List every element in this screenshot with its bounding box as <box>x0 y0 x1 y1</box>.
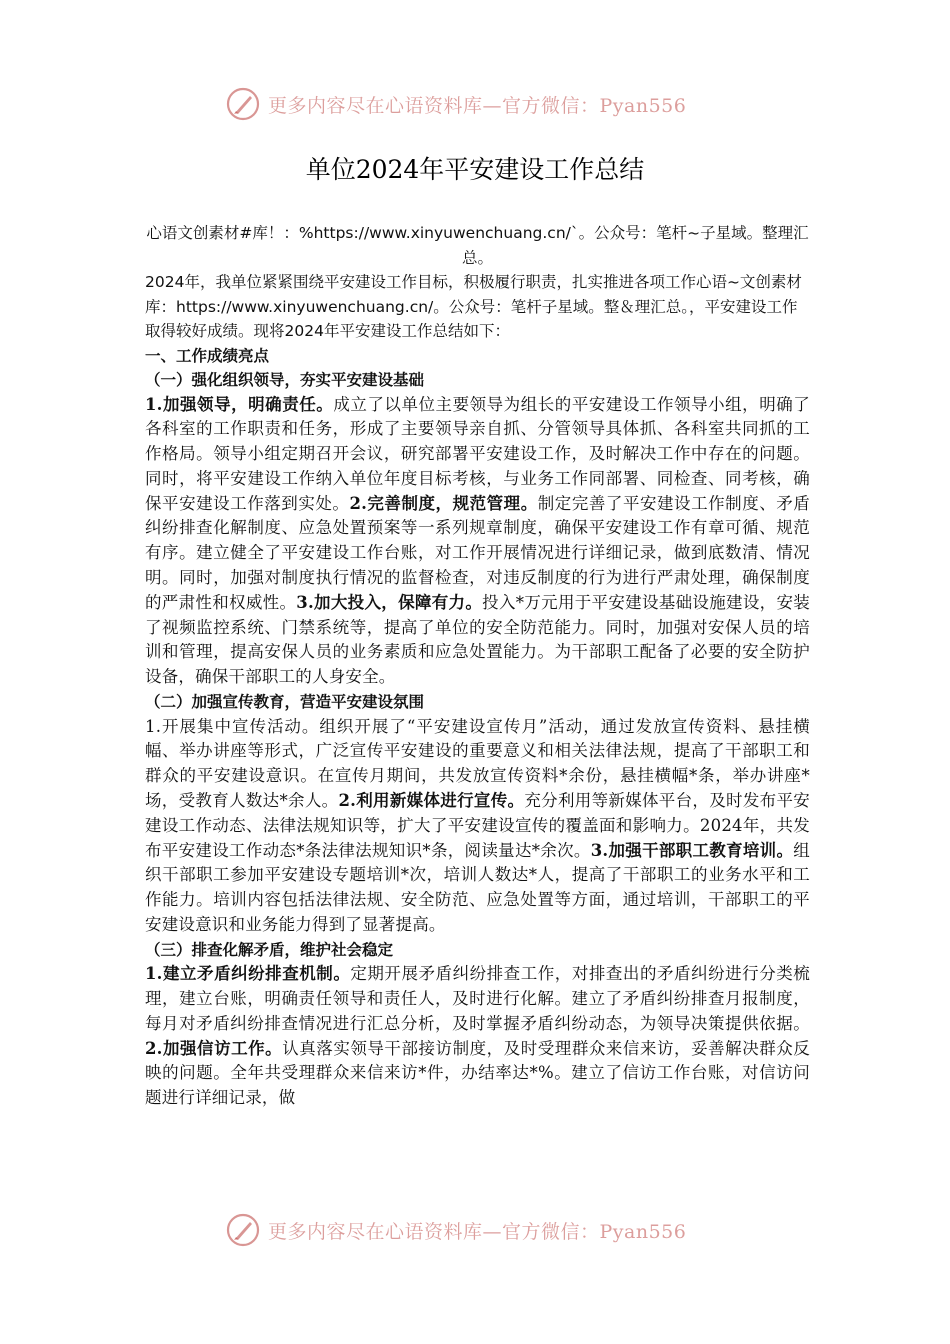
watermark-text: 更多内容尽在心语资料库—官方微信：Pyan556 <box>268 1220 687 1243</box>
subsection-heading: （三）排查化解矛盾，维护社会稳定 <box>145 940 394 959</box>
paragraph-text: 制定完善了平安建设工作制度、矛盾纠纷排查化解制度、应急处置预案等一系列规章制度，确保平安建设工作有章可循、规范有序。建立健全了平安建设工作台账，对工作开展情况进行详细记录，做到底数清、情况明。同时，加强对制度执行情况的监督检查，对违反制度的行为进行严肃处理，确保制度的严肃性和权威性。 <box>145 493 810 612</box>
intro-paragraph: 2024年，我单位紧紧围绕平安建设工作目标，积极履行职责，扎实推进各项工作心语~文创素材库：https://www.xinyuwenchuang.cn/。公众号：笔杆子星域。整＆理汇总。，平安建设工作取得较好成绩。现将2024年平安建设工作总结如下： <box>145 273 802 340</box>
paragraph-text: 认真落实领导干部接访制度，及时受理群众来信来访，妥善解决群众反映的问题。全年共受理群众来信来访*件，办结率达*%。建立了信访工作台账，对信访问题进行详细记录，做 <box>145 1038 810 1108</box>
bold-lead: 2.利用新媒体进行宣传。 <box>338 790 525 810</box>
document-body <box>145 221 810 1111</box>
bold-lead: 1.加强领导，明确责任。 <box>145 394 334 414</box>
bold-lead: 1.建立矛盾纠纷排查机制。 <box>145 964 351 984</box>
quill-logo-icon <box>226 87 260 121</box>
paragraph-text: 定期开展矛盾纠纷排查工作，对排查出的矛盾纠纷进行分类梳理，建立台账，明确责任领导和责任人，及时进行化解。建立了矛盾纠纷排查月报制度，每月对矛盾纠纷排查情况进行汇总分析，及时掌握矛盾纠纷动态，为领导决策提供依据。 <box>145 964 810 1033</box>
watermark-banner-bottom <box>226 1210 726 1250</box>
paragraph-text: 组织干部职工参加平安建设专题培训*次，培训人数达*人，提高了干部职工的业务水平和工作能力。培训内容包括法律法规、安全防范、应急处置等方面，通过培训，干部职工的平安建设意识和业务能力得到了显著提高。 <box>145 840 810 934</box>
page-title: 单位2024年平安建设工作总结 <box>305 155 645 184</box>
bold-lead: 2.加强信访工作。 <box>145 1038 283 1058</box>
subsection-heading: （一）强化组织领导，夯实平安建设基础 <box>145 371 425 389</box>
paragraph-text: 1.开展集中宣传活动。组织开展了“平安建设宣传月”活动，通过发放宣传资料、悬挂横幅、举办讲座等形式，广泛宣传平安建设的重要意义和相关法律法规，提高了干部职工和群众的平安建设意识。在宣传月期间，共发放宣传资料*余份，悬挂横幅*条，举办讲座*场，受教育人数达*余人。 <box>145 716 810 810</box>
body-paragraph <box>145 715 810 938</box>
section-heading: 一、工作成绩亮点 <box>145 346 270 365</box>
watermark-banner-top <box>226 84 726 124</box>
paragraph-text: 投入*万元用于平安建设基础设施建设，安装了视频监控系统、门禁系统等，提高了单位的安全防范能力。同时，加强对安保人员的培训和管理，提高安保人员的业务素质和应急处置能力。为干部职工配备了必要的安全防护设备，确保干部职工的人身安全。 <box>145 592 810 687</box>
bold-lead: 3.加大投入，保障有力。 <box>296 592 483 612</box>
bold-lead: 3.加强干部职工教育培训。 <box>590 840 794 860</box>
bold-lead: 2.完善制度，规范管理。 <box>349 493 538 513</box>
subsection-heading: （二）加强宣传教育，营造平安建设氛围 <box>145 693 425 712</box>
paragraph-text: 成立了以单位主要领导为组长的平安建设工作领导小组，明确了各科室的工作职责和任务，形成了主要领导亲自抓、分管领导具体抓、各科室共同抓的工作格局。领导小组定期召开会议，研究部署平安建设工作，及时解决工作中存在的问题。同时，将平安建设工作纳入单位年度目标考核，与业务工作同部署、同检查、同考核，确保平安建设工作落到实处。 <box>145 394 810 513</box>
watermark-text: 更多内容尽在心语资料库—官方微信：Pyan556 <box>268 94 687 117</box>
quill-logo-icon <box>226 1213 260 1247</box>
body-paragraph <box>145 393 810 691</box>
paragraph-text: 充分利用等新媒体平台，及时发布平安建设工作动态、法律法规知识等，扩大了平安建设宣传的覆盖面和影响力。2024年，共发布平安建设工作动态*条法律法规知识*条，阅读量达*余次。 <box>145 790 810 860</box>
body-paragraph <box>145 962 810 1111</box>
source-note: 心语文创素材#库！：%https://www.xinyuwenchuang.cn/`。公众号：笔杆~子星域。整理汇总。 <box>146 224 809 267</box>
